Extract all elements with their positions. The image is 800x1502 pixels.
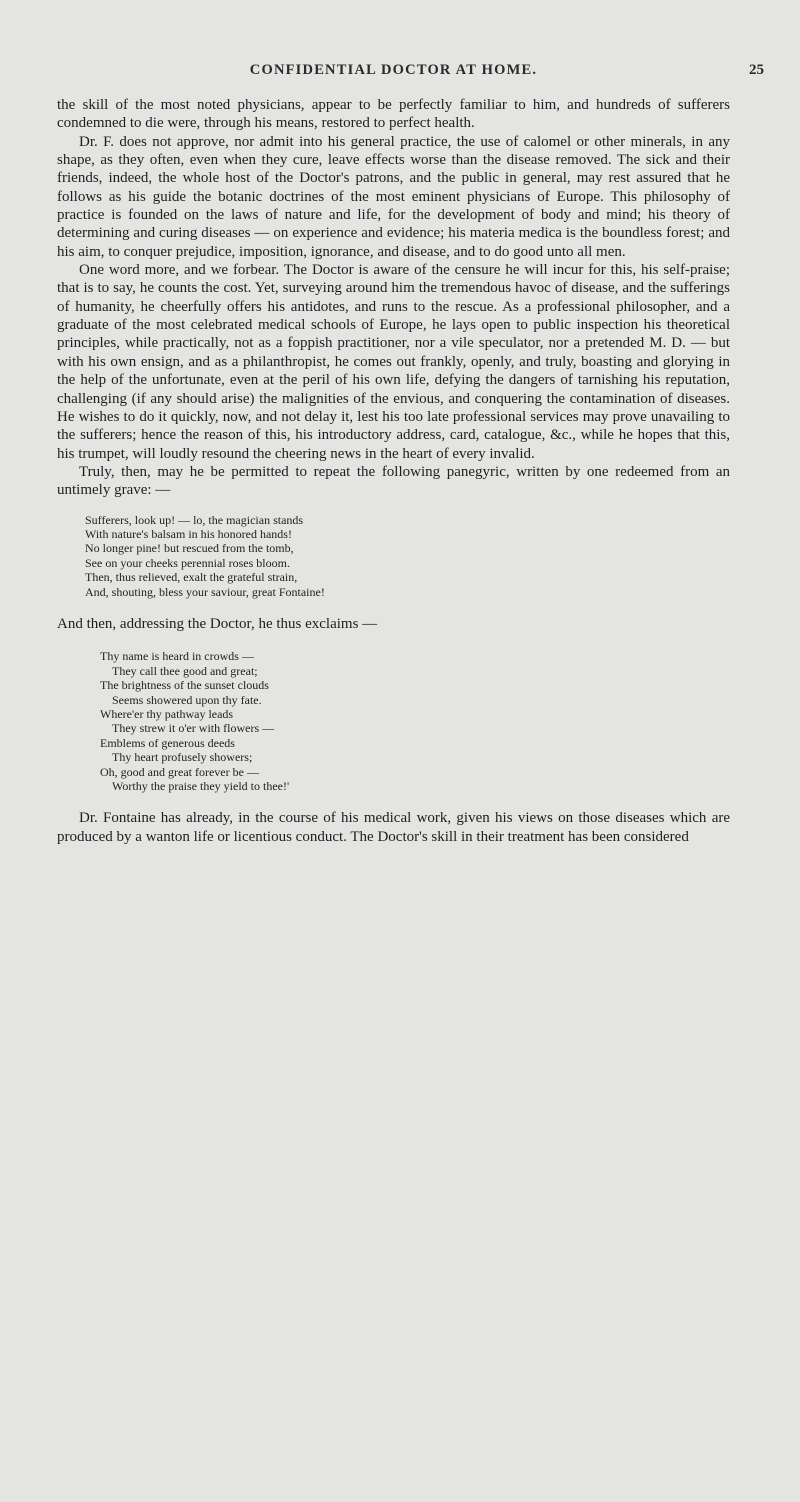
paragraph-panegyric-intro: Truly, then, may he be permitted to repeat the following panegyric, written by one redeemed from an untimely grave: —	[57, 463, 730, 499]
verse-line: Thy name is heard in crowds —	[100, 649, 254, 664]
verse-panegyric	[57, 513, 730, 599]
paragraph-continued: the skill of the most noted physicians, appear to be perfectly familiar to him, and hundreds of sufferers condemned to die were, through his means, restored to perfect health.	[57, 97, 730, 132]
verse-line: Thy heart profusely showers;	[112, 750, 253, 765]
verse-line: No longer pine! but rescued from the tomb,	[85, 541, 294, 556]
body-text	[57, 96, 730, 846]
verse-line: The brightness of the sunset clouds	[100, 678, 269, 693]
verse-line: They call thee good and great;	[112, 663, 258, 678]
verse-line: Then, thus relieved, exalt the grateful strain,	[85, 570, 298, 585]
verse-line: Seems showered upon thy fate.	[112, 692, 262, 707]
verse-line: With nature's balsam in his honored hands!	[85, 526, 292, 541]
book-page	[0, 62, 800, 1502]
verse-line: Sufferers, look up! — lo, the magician stands	[85, 512, 304, 527]
page-number: 25	[749, 62, 764, 78]
verse-line: Emblems of generous deeds	[100, 735, 235, 750]
paragraph-exclaims: And then, addressing the Doctor, he thus exclaims —	[57, 616, 378, 632]
verse-address	[57, 649, 730, 793]
verse-line: Oh, good and great forever be —	[100, 764, 259, 779]
verse-line: See on your cheeks perennial roses bloom.	[85, 555, 290, 570]
paragraph-calomel: Dr. F. does not approve, nor admit into his general practice, the use of calomel or other minerals, in any shape, as they often, even when they cure, leave effects worse than the disease removed. The sick and their friends, indeed, the whole host of the Doctor's patrons, and the public in general, may rest assured that he follows as his guide the botanic doctrines of the most eminent physicians of Europe. This philosophy of practice is founded on the laws of nature and life, for the development of body and mind; his theory of determining and curing diseases — on experience and evidence; his materia medica is the boundless forest; and his aim, to conquer prejudice, imposition, ignorance, and disease, and to do good unto all men.	[57, 133, 730, 260]
verse-line: And, shouting, bless your saviour, great Fontaine!	[85, 584, 325, 599]
paragraph-fontaine-work: Dr. Fontaine has already, in the course of his medical work, given his views on those diseases which are produced by a wanton life or licentious conduct. The Doctor's skill in their treatment has been considered	[57, 810, 730, 845]
running-title: CONFIDENTIAL DOCTOR AT HOME.	[249, 62, 538, 78]
verse-line: Worthy the praise they yield to thee!'	[112, 779, 290, 793]
verse-line: Where'er thy pathway leads	[100, 706, 234, 721]
paragraph-censure: One word more, and we forbear. The Doctor is aware of the censure he will incur for this, his self-praise; that is to say, he counts the cost. Yet, surveying around him the tremendous havoc of disease, and the sufferings of humanity, he cheerfully offers his antidotes, and runs to the rescue. As a professional philosopher, and a graduate of the most celebrated medical schools of Europe, he lays open to public inspection his theoretical principles, while practically, not as a foppish practitioner, nor a vile speculator, nor a pretended M. D. — but with his own ensign, and as a philanthropist, he comes out frankly, openly, and truly, boasting and glorying in the help of the unfortunate, even at the peril of his own life, defying the dangers of tarnishing his reputation, challenging (if any should arise) the malignities of the envious, and conquering the contamination of diseases. He wishes to do it quickly, now, and not delay it, lest his too late professional services may prove unavailing to the sufferers; hence the reason of this, his introductory address, card, catalogue, &c., while he hopes that this, his trumpet, will loudly resound the cheering news in the heart of every invalid.	[57, 262, 730, 462]
verse-line: They strew it o'er with flowers —	[112, 721, 275, 736]
running-head	[57, 62, 764, 82]
